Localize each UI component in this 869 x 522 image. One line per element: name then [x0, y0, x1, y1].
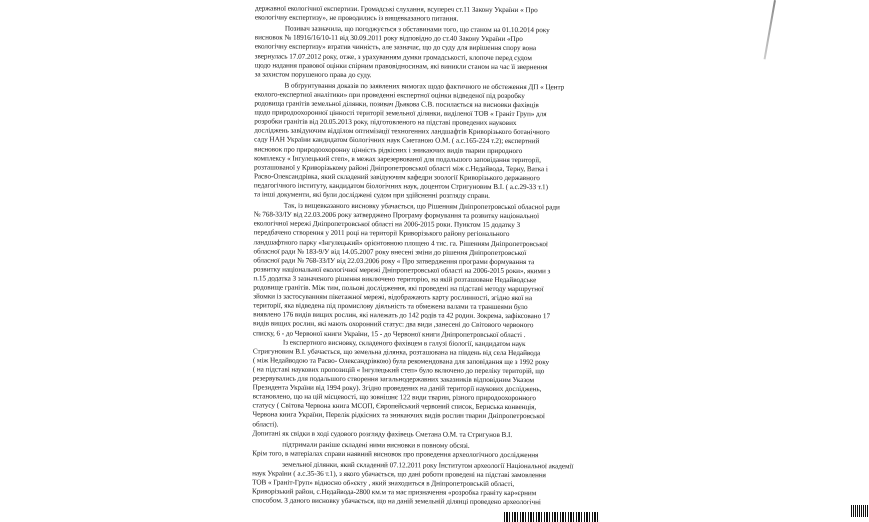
- document-line: резервувались для подальшого створення загальнодержавних заказників відповідним Указом: [252, 374, 535, 385]
- document-line: екологічну експертизу», не проводились із вищевказаного питання.: [254, 13, 459, 23]
- document-line: досліджень завідуючим відділом оптимізації техногенних ландшафтів Криворізького ботанічного: [254, 126, 550, 137]
- document-line: державної екологічної експертизи. Громадські слухання, всупереч ст.11 Закону України « Про: [254, 4, 538, 15]
- document-line: та інші документи, які були досліджені судом при здійсненні розгляду справи.: [253, 190, 490, 200]
- document-line: Допитані як свідки в ході судового розгляду фахівець Сметана О.М. та Стригунов В.І.: [252, 428, 513, 439]
- document-line: області).: [252, 419, 279, 429]
- document-line: еколого-експертної аналітики» при проведенні експертної оцінки відведеної під розробку: [254, 90, 525, 100]
- document-line: Президента України від 1994 року). Згідно проведених на даній території наукових досліджень,: [252, 383, 542, 394]
- document-line: ТОВ « Граніт-Груп» відносно об«єкту , який знаходиться в Дніпропетровській області,: [252, 478, 515, 489]
- document-line: Расво-Олександрівка, який складений завідуючим кафедри зоології Криворізького державного: [253, 172, 540, 182]
- document-line: № 768-33/ІУ від 22.03.2006 року затверджено Програму формування та розвитку національної: [253, 210, 540, 221]
- document-line: щодо надання правової оцінки спірним правовідносинам, які виникли станом на час її звернення: [254, 61, 548, 71]
- document-line: наук України ( а.с.35-36 т.1), з якого убачається, що дані роботи проведені на підставі замовлення: [252, 469, 546, 480]
- document-line: В обґрунтування доказів по заявлених вимогах щодо фактичного не обстеження ДП « Центр: [284, 81, 565, 92]
- document-line: передбачено створення у 2011 році на території Криворізького району регіонального: [253, 228, 510, 239]
- document-line: екологічну експертизу» втратив чинність, але зазначає, що до суду для вирішення спору вона: [254, 42, 537, 53]
- document-line: видів вищих рослин, які мають охоронний статус: два види ,занесені до Світового червоного: [253, 319, 534, 330]
- document-line: за захистом порушеного права до суду.: [254, 70, 372, 79]
- document-line: ( між Недайводою та Расво- Олександрівкою) була рекомендована для заповідання ще з 1992 року: [252, 356, 550, 367]
- document-line: висновок про природоохоронну цінність рідкісних і зникаючих видів тварин природного: [254, 144, 523, 155]
- document-line: звернулась 17.07.2012 року, отже, з урахуванням думки громадськості, клопоче перед судом: [254, 51, 532, 62]
- document-line: комплексу « Інгулецький степ», в межах зарезервованої для подальшого заповідання території,: [254, 154, 541, 164]
- document-line: висновок № 18916/16/10-11 від 30.09.2011 року відповідно до ст.40 Закону України «Про: [254, 33, 523, 44]
- document-line: Крім того, в матеріалах справи наявний висновок про проведення археологічного дослідження: [252, 449, 539, 459]
- document-line: родовища гранітів земельної ділянки, позивач Дьякова С.В. посилається на висновки фахівців: [254, 99, 539, 110]
- document-line: розташованої у Криворізькому районі Дніпропетровської області між с.Недайвода, Терну, Ватка і: [253, 163, 548, 173]
- document-line: обласної ради № 768-33/ІУ від 22.03.2006 року « Про затвердження програми формування та: [253, 256, 535, 266]
- document-line: земельної ділянки, який складений 07.12.2011 року Інститутом археології Національної академії: [282, 460, 574, 471]
- document-line: педагогічного інституту, кандидатом біологічних наук, доцентом Стригуновим В.І. ( а.с.29-33 т.1): [253, 181, 548, 192]
- document-line: виявлено 176 видів вищих рослин, які належать до 142 родів та 42 родин. Зокрема, зафіксовано 17: [253, 310, 551, 321]
- document-line: п.15 додатка 3 зазначеного рішення виключено територію, на якій розташоване Недайводське: [253, 274, 537, 285]
- document-line: Позивач зазначила, що погоджується з обставинами того, що станом на 01.10.2014 року: [284, 24, 550, 35]
- document-line: списку, 6 - до Червоної книги України, 15 - до Червоної книги Дніпропетровської області .: [252, 328, 526, 339]
- document-line: саду НАН України кандидатом біологічних наук Сметаною О.М. ( а.с.165-224 т.2); експертний: [254, 135, 540, 146]
- scanned-sheet: [252, 4, 775, 522]
- document-line: зйомки із застосуванням пікетажної мережі, відображають карту рослинності, згідно якої на: [253, 292, 533, 303]
- document-line: розвитку національної екологічної мережі Дніпропетровської області на 2006-2015 роки», якими з: [253, 265, 551, 276]
- document-line: встановлено, що на цій місцевості, що зовнішнє 122 види тварин, різного природоохоронного: [252, 392, 536, 403]
- document-line: ( на підставі наукових пропозицій « Інгулецький степ» було включено до переліку територій, що: [252, 365, 545, 376]
- document-line: Криворізький район, с.Недайвода-2800 км.м та має призначення «розробка граніту кар«єрним: [252, 487, 537, 498]
- barcode-strip: [851, 505, 869, 517]
- document-line: ландшафтного парку «Інгулецький» орієнтовною площею 4 тис. га. Рішенням Дніпропетровської: [253, 237, 548, 248]
- document-line: способом. З даного висновку убачається, що на даній земельній ділянці проведено археологічні: [251, 496, 541, 507]
- document-line: щодо природоохоронної цінності території земельної ділянки, виділеної ТОВ « Граніт Груп» для: [254, 108, 547, 119]
- document-line: Червона книга України, Перелік рідкісних та зникаючих видів рослин тварин Дніпропетровської: [252, 410, 545, 421]
- document-line: Із експертного висновку, складеного фахівцем в галузі біології, кандидатом наук: [282, 338, 526, 348]
- document-line: обласної ради № 183-9/У від 14.05.2007 року внесені зміни до рішення Дніпропетровської: [253, 247, 527, 257]
- document-line: статусу ( Світова Червона книга МСОП, Європейський червоний список, Бернська конвенція,: [252, 401, 537, 412]
- document-line: Так, із вищевказаного висновку убачається, що Рішенням Дніпропетровської обласної ради: [283, 201, 560, 212]
- document-line: території, яка відведена під промислову діяльність та обмежена валами та траншеями було: [253, 301, 528, 312]
- document-line: розробки гранітів від 20.05.2013 року, підготовленого на підставі проведених наукових: [254, 117, 517, 128]
- document-line: Стригуновим В.І. убачається, що земельна ділянка, розташована на південь від села Недайвода: [252, 347, 541, 357]
- barcode: [504, 512, 600, 522]
- document-line: підтримали раніше складені ними висновки в повному обсязі.: [282, 440, 470, 450]
- document-line: родовище гранітів. Між тим, польові дослідження, які проведені на підставі методу маршрутної: [253, 283, 544, 294]
- document-line: екологічної мережі Дніпропетровської області на 2006-2015 роки. Пунктом 15 додатку 3: [253, 219, 521, 230]
